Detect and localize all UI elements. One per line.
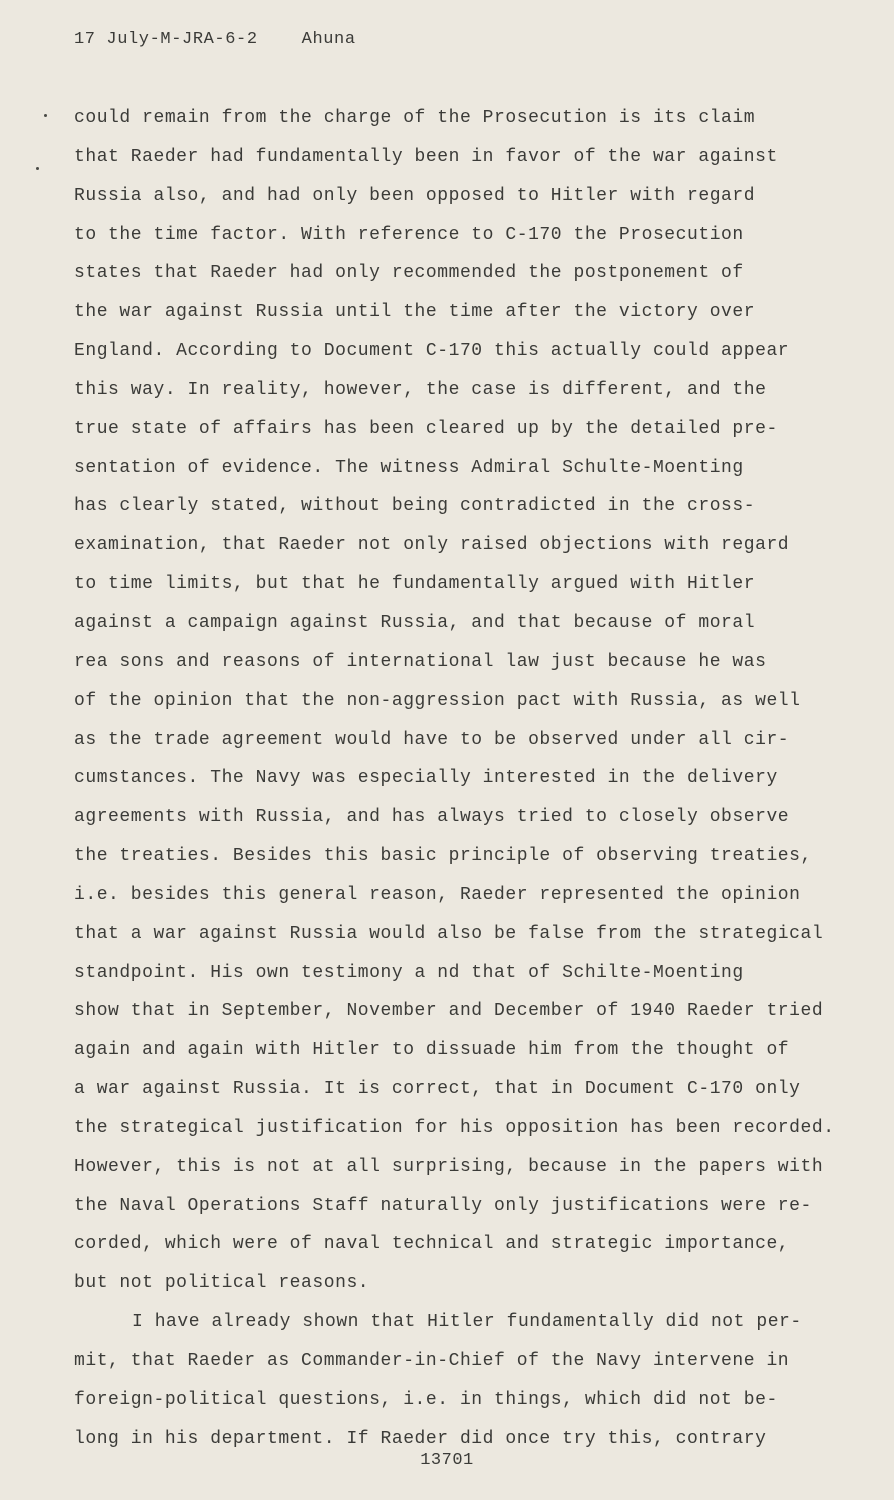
text-line: standpoint. His own testimony a nd that of Schilte-Moenting: [74, 962, 744, 983]
text-line: against a campaign against Russia, and that because of moral: [74, 612, 756, 633]
text-line: foreign-political questions, i.e. in things, which did not be-: [74, 1389, 778, 1410]
text-line: cumstances. The Navy was especially interested in the delivery: [74, 768, 778, 789]
text-line: true state of affairs has been cleared up by the detailed pre-: [74, 418, 778, 439]
text-line: corded, which were of naval technical and strategic importance,: [74, 1234, 790, 1255]
text-line: mit, that Raeder as Commander-in-Chief of the Navy intervene in: [74, 1351, 790, 1371]
text-line: However, this is not at all surprising, because in the papers with: [74, 1156, 824, 1177]
text-line: as the trade agreement would have to be observed under all cir-: [74, 729, 790, 750]
document-body: [74, 104, 844, 1464]
text-line: to time limits, but that he fundamentally argued with Hitler: [74, 574, 756, 595]
text-line: has clearly stated, without being contradicted in the cross-: [74, 496, 756, 517]
text-line: that a war against Russia would also be false from the strategical: [74, 923, 824, 944]
text-line: to the time factor. With reference to C-170 the Prosecution: [74, 224, 744, 245]
text-line: Russia also, and had only been opposed to Hitler with regard: [74, 185, 756, 206]
text-line: I have already shown that Hitler fundamentally did not per-: [132, 1312, 802, 1333]
text-line: this way. In reality, however, the case is different, and the: [74, 379, 767, 400]
text-line: England. According to Document C-170 this actually could appear: [74, 341, 790, 362]
text-line: the war against Russia until the time after the victory over: [74, 302, 756, 323]
text-line: that Raeder had fundamentally been in favor of the war against: [74, 146, 778, 167]
text-line: again and again with Hitler to dissuade him from the thought of: [74, 1040, 790, 1061]
text-line: but not political reasons.: [74, 1273, 370, 1294]
text-line: long in his department. If Raeder did once try this, contrary: [74, 1428, 767, 1449]
page-header: [74, 30, 356, 49]
text-line: examination, that Raeder not only raised objections with regard: [74, 535, 790, 556]
margin-mark: [44, 114, 47, 117]
header-label: Ahuna: [301, 30, 356, 49]
page-number: 13701: [420, 1451, 474, 1470]
text-line: a war against Russia. It is correct, that in Document C-170 only: [74, 1079, 801, 1100]
text-line: states that Raeder had only recommended the postponement of: [74, 263, 744, 284]
text-line: i.e. besides this general reason, Raeder represented the opinion: [74, 884, 801, 905]
text-line: sentation of evidence. The witness Admiral Schulte-Moenting: [74, 457, 744, 478]
margin-mark: [36, 167, 39, 170]
text-line: the Naval Operations Staff naturally only justifications were re-: [74, 1195, 812, 1216]
text-line: the treaties. Besides this basic principle of observing treaties,: [74, 846, 812, 867]
text-line: show that in September, November and December of 1940 Raeder tried: [74, 1001, 824, 1022]
text-line: agreements with Russia, and has always tried to closely observe: [74, 807, 790, 828]
text-line: of the opinion that the non-aggression pact with Russia, as well: [74, 690, 801, 711]
text-line: could remain from the charge of the Prosecution is its claim: [74, 108, 756, 128]
text-line: rea sons and reasons of international law just because he was: [74, 651, 767, 672]
text-line: the strategical justification for his opposition has been recorded.: [74, 1117, 835, 1138]
document-reference: 17 July-M-JRA-6-2: [74, 30, 258, 49]
